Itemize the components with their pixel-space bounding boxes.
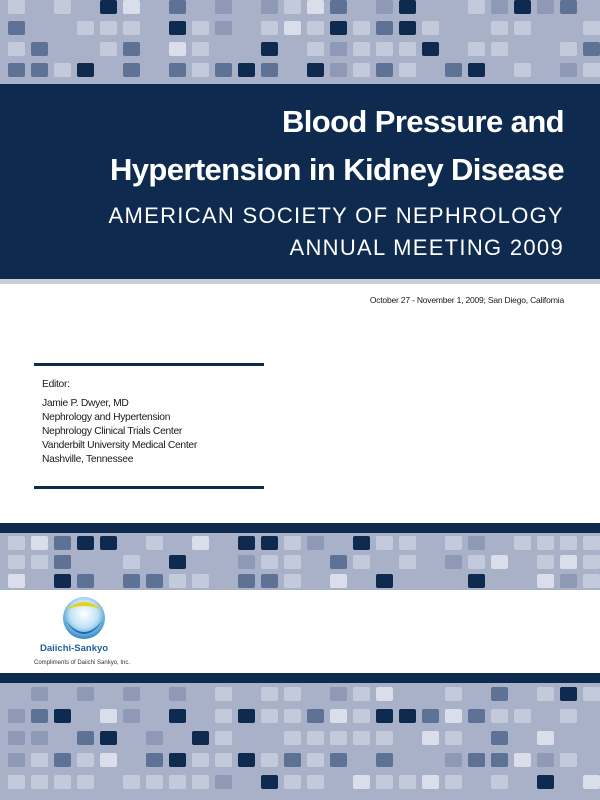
decorative-tile [445,731,462,745]
decorative-tile [77,731,94,745]
decorative-tile [376,687,393,701]
decorative-tile [284,536,301,550]
decorative-tile [307,0,324,14]
decorative-tile [514,63,531,77]
decorative-tile [583,0,600,14]
decorative-tile [100,709,117,723]
middle-band-top-line [0,523,600,533]
decorative-tile [192,753,209,767]
editor-rule-bottom [34,486,264,489]
decorative-tile [169,0,186,14]
decorative-tile [192,574,209,588]
decorative-tile [560,687,577,701]
decorative-tile [560,555,577,569]
decorative-tile [583,731,600,745]
decorative-tile [330,753,347,767]
decorative-tile [8,731,25,745]
decorative-tile [8,42,25,56]
decorative-tile [330,42,347,56]
decorative-tile [238,63,255,77]
decorative-tile [215,687,232,701]
decorative-tile [422,687,439,701]
decorative-tile [215,63,232,77]
decorative-tile [8,687,25,701]
decorative-tile [169,753,186,767]
decorative-tile [583,687,600,701]
decorative-tile [261,753,278,767]
decorative-tile [146,63,163,77]
decorative-tile [100,63,117,77]
sponsor-logo-text: Daiichi-Sankyo [40,643,109,654]
decorative-tile [146,731,163,745]
decorative-tile [376,775,393,789]
decorative-tile [514,0,531,14]
decorative-tile [77,574,94,588]
decorative-tile [31,775,48,789]
decorative-tile [284,775,301,789]
decorative-tile [31,555,48,569]
decorative-tile [330,63,347,77]
decorative-tile [376,709,393,723]
decorative-tile [353,687,370,701]
decorative-tile [261,574,278,588]
decorative-tile [376,753,393,767]
decorative-tile [330,555,347,569]
decorative-tile [284,731,301,745]
title-banner [0,84,600,279]
decorative-tile [445,63,462,77]
decorative-tile [261,21,278,35]
decorative-tile [514,731,531,745]
decorative-tile [8,0,25,14]
decorative-tile [123,574,140,588]
decorative-tile [261,42,278,56]
decorative-tile [468,753,485,767]
decorative-tile [537,687,554,701]
decorative-tile [146,536,163,550]
decorative-tile [261,687,278,701]
decorative-tile [468,63,485,77]
decorative-tile [31,42,48,56]
decorative-tile [583,775,600,789]
decorative-tile [192,63,209,77]
decorative-tile [146,709,163,723]
decorative-tile [307,775,324,789]
decorative-tile [399,21,416,35]
decorative-tile [583,555,600,569]
decorative-tile [169,21,186,35]
decorative-tile [54,709,71,723]
editor-center: Nephrology Clinical Trials Center [42,426,183,437]
decorative-tile [514,536,531,550]
decorative-tile [192,42,209,56]
decorative-tile [238,536,255,550]
decorative-tile [284,0,301,14]
decorative-tile [77,536,94,550]
decorative-tile [261,536,278,550]
decorative-tile [54,574,71,588]
decorative-tile [54,63,71,77]
decorative-tile [491,709,508,723]
decorative-tile [560,63,577,77]
decorative-tile [307,731,324,745]
decorative-tile [146,21,163,35]
decorative-tile [353,709,370,723]
decorative-tile [399,709,416,723]
decorative-tile [537,555,554,569]
decorative-tile [445,21,462,35]
decorative-tile [284,753,301,767]
decorative-tile [376,42,393,56]
decorative-tile [192,709,209,723]
decorative-tile [491,555,508,569]
decorative-tile [445,753,462,767]
decorative-tile [238,555,255,569]
decorative-tile [376,574,393,588]
decorative-tile [399,753,416,767]
decorative-tile [330,731,347,745]
decorative-tile [307,555,324,569]
decorative-tile [560,42,577,56]
decorative-tile [146,775,163,789]
decorative-tile [445,687,462,701]
decorative-tile [123,775,140,789]
divider-strip [0,279,600,284]
decorative-tile [330,709,347,723]
decorative-tile [123,709,140,723]
decorative-tile [422,536,439,550]
top-tile-pattern [0,0,600,84]
decorative-tile [215,753,232,767]
decorative-tile [376,0,393,14]
decorative-tile [583,21,600,35]
decorative-tile [353,536,370,550]
decorative-tile [537,536,554,550]
decorative-tile [514,574,531,588]
editor-name: Jamie P. Dwyer, MD [42,398,129,409]
decorative-tile [169,42,186,56]
title-line-2: Hypertension in Kidney Disease [109,152,564,187]
editor-rule-top [34,363,264,366]
decorative-tile [307,21,324,35]
decorative-tile [560,709,577,723]
decorative-tile [537,753,554,767]
decorative-tile [54,536,71,550]
decorative-tile [261,0,278,14]
daiichi-sankyo-logo-icon [62,596,106,640]
decorative-tile [422,21,439,35]
decorative-tile [100,731,117,745]
decorative-tile [238,775,255,789]
decorative-tile [376,731,393,745]
decorative-tile [583,63,600,77]
decorative-tile [238,753,255,767]
editor-info [42,378,197,467]
decorative-tile [100,0,117,14]
decorative-tile [307,753,324,767]
decorative-tile [445,709,462,723]
decorative-tile [100,536,117,550]
decorative-tile [514,709,531,723]
top-tile-band [0,0,600,84]
decorative-tile [77,687,94,701]
decorative-tile [399,0,416,14]
decorative-tile [31,63,48,77]
decorative-tile [169,687,186,701]
decorative-tile [330,21,347,35]
decorative-tile [169,63,186,77]
subtitle-line-1: AMERICAN SOCIETY OF NEPHROLOGY [108,203,564,228]
decorative-tile [77,775,94,789]
decorative-tile [192,775,209,789]
decorative-tile [560,574,577,588]
decorative-tile [54,687,71,701]
decorative-tile [31,709,48,723]
decorative-tile [537,731,554,745]
decorative-tile [215,709,232,723]
decorative-tile [560,731,577,745]
decorative-tile [100,21,117,35]
decorative-tile [560,753,577,767]
decorative-tile [445,574,462,588]
editor-label: Editor: [42,379,70,390]
decorative-tile [123,21,140,35]
subtitle-line-2: ANNUAL MEETING 2009 [289,235,564,260]
decorative-tile [330,0,347,14]
decorative-tile [123,0,140,14]
decorative-tile [54,753,71,767]
decorative-tile [215,0,232,14]
decorative-tile [215,21,232,35]
decorative-tile [399,42,416,56]
decorative-tile [100,42,117,56]
decorative-tile [54,42,71,56]
decorative-tile [330,687,347,701]
decorative-tile [261,709,278,723]
decorative-tile [77,63,94,77]
decorative-tile [169,574,186,588]
decorative-tile [514,775,531,789]
compliments-text: Compliments of Daiichi Sankyo, Inc. [34,660,131,666]
decorative-tile [583,574,600,588]
decorative-tile [353,42,370,56]
decorative-tile [123,687,140,701]
decorative-tile [560,536,577,550]
decorative-tile [422,42,439,56]
decorative-tile [353,731,370,745]
decorative-tile [215,731,232,745]
decorative-tile [353,555,370,569]
decorative-tile [8,555,25,569]
decorative-tile [146,753,163,767]
decorative-tile [146,555,163,569]
decorative-tile [330,574,347,588]
title-line-1: Blood Pressure and [281,104,564,139]
middle-tile-pattern [0,533,600,590]
decorative-tile [307,709,324,723]
decorative-tile [8,536,25,550]
decorative-tile [31,536,48,550]
decorative-tile [100,555,117,569]
decorative-tile [54,0,71,14]
bottom-tile-band [0,683,600,800]
decorative-tile [307,536,324,550]
decorative-tile [307,63,324,77]
decorative-tile [169,555,186,569]
decorative-tile [31,731,48,745]
decorative-tile [77,753,94,767]
decorative-tile [307,687,324,701]
decorative-tile [537,21,554,35]
decorative-tile [123,42,140,56]
decorative-tile [192,21,209,35]
decorative-tile [8,21,25,35]
decorative-tile [491,687,508,701]
decorative-tile [445,775,462,789]
decorative-tile [399,63,416,77]
decorative-tile [537,775,554,789]
decorative-tile [583,536,600,550]
decorative-tile [330,775,347,789]
decorative-tile [261,63,278,77]
decorative-tile [514,21,531,35]
decorative-tile [560,775,577,789]
decorative-tile [8,63,25,77]
decorative-tile [307,42,324,56]
decorative-tile [468,574,485,588]
decorative-tile [100,753,117,767]
decorative-tile [192,687,209,701]
decorative-tile [238,709,255,723]
decorative-tile [468,555,485,569]
decorative-tile [284,21,301,35]
decorative-tile [422,709,439,723]
decorative-tile [169,709,186,723]
decorative-tile [491,731,508,745]
decorative-tile [8,574,25,588]
decorative-tile [31,753,48,767]
decorative-tile [8,775,25,789]
decorative-tile [399,555,416,569]
decorative-tile [238,574,255,588]
decorative-tile [284,687,301,701]
decorative-tile [123,63,140,77]
decorative-tile [146,574,163,588]
decorative-tile [491,42,508,56]
decorative-tile [353,21,370,35]
editor-location: Nashville, Tennessee [42,454,134,465]
decorative-tile [77,21,94,35]
decorative-tile [399,536,416,550]
decorative-tile [491,21,508,35]
decorative-tile [284,574,301,588]
decorative-tile [491,753,508,767]
decorative-tile [169,731,186,745]
decorative-tile [192,731,209,745]
date-location: October 27 - November 1, 2009; San Diego, California [369,295,564,305]
middle-tile-band [0,533,600,590]
decorative-tile [468,709,485,723]
decorative-tile [353,63,370,77]
decorative-tile [284,555,301,569]
decorative-tile [353,775,370,789]
decorative-tile [583,42,600,56]
decorative-tile [445,555,462,569]
decorative-tile [468,42,485,56]
decorative-tile [215,775,232,789]
decorative-tile [537,0,554,14]
decorative-tile [261,555,278,569]
decorative-tile [31,687,48,701]
decorative-tile [468,536,485,550]
decorative-tile [422,731,439,745]
decorative-tile [54,555,71,569]
bottom-tile-pattern [0,683,600,800]
decorative-tile [261,775,278,789]
decorative-tile [376,536,393,550]
editor-institution: Vanderbilt University Medical Center [42,440,197,451]
decorative-tile [399,731,416,745]
decorative-tile [284,709,301,723]
decorative-tile [8,709,25,723]
decorative-tile [537,574,554,588]
decorative-tile [422,775,439,789]
decorative-tile [445,536,462,550]
editor-dept: Nephrology and Hypertension [42,412,171,423]
decorative-tile [54,775,71,789]
decorative-tile [491,775,508,789]
bottom-band-top-line [0,673,600,683]
decorative-tile [468,0,485,14]
decorative-tile [376,63,393,77]
decorative-tile [192,536,209,550]
decorative-tile [560,0,577,14]
decorative-tile [169,775,186,789]
decorative-tile [514,753,531,767]
decorative-tile [399,775,416,789]
decorative-tile [491,0,508,14]
decorative-tile [376,21,393,35]
decorative-tile [468,687,485,701]
decorative-tile [8,753,25,767]
decorative-tile [77,555,94,569]
decorative-tile [353,574,370,588]
decorative-tile [123,555,140,569]
